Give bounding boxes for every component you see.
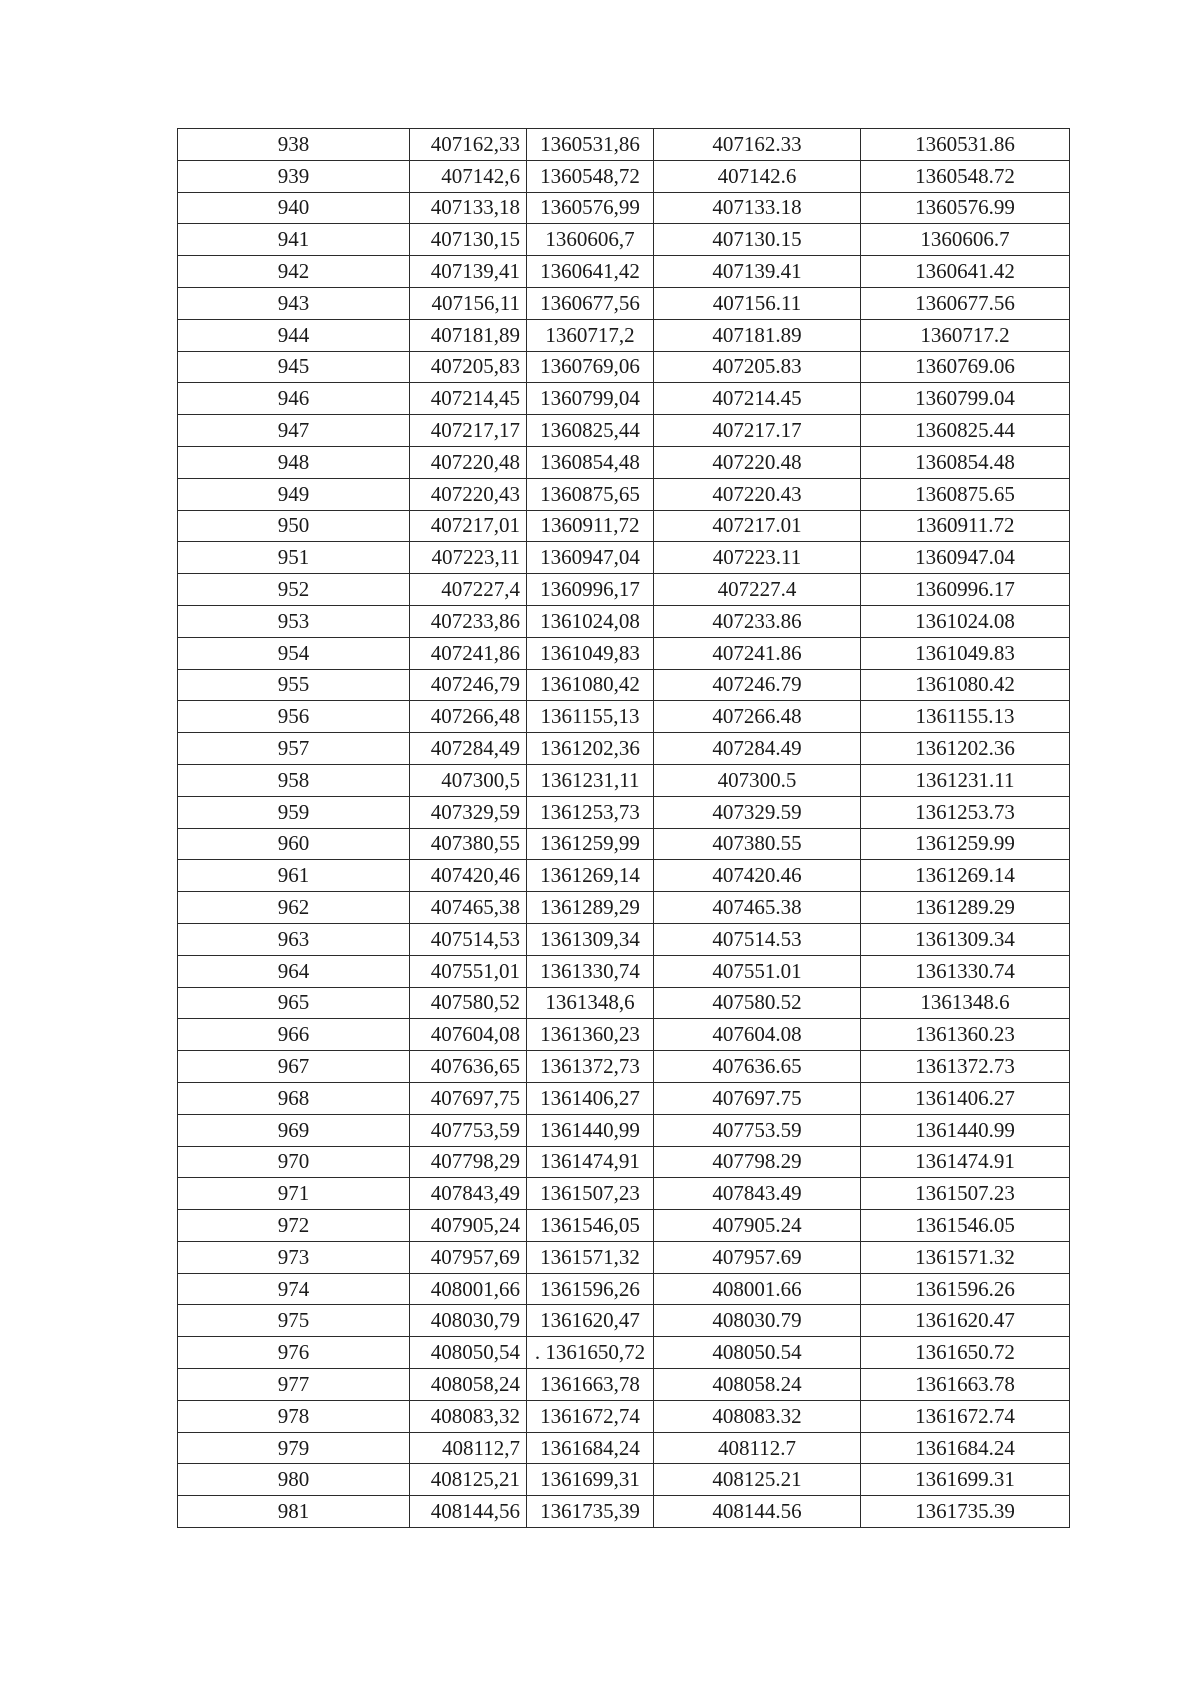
- y-dot-cell: 1361735.39: [861, 1496, 1070, 1528]
- y-comma-cell: 1361253,73: [527, 796, 654, 828]
- point-number-cell: 973: [178, 1241, 410, 1273]
- y-comma-cell: 1360677,56: [527, 287, 654, 319]
- point-number-cell: 954: [178, 637, 410, 669]
- point-number-cell: 962: [178, 892, 410, 924]
- x-comma-cell: 407329,59: [410, 796, 527, 828]
- x-comma-cell: 408030,79: [410, 1305, 527, 1337]
- point-number-cell: 959: [178, 796, 410, 828]
- table-row: [178, 605, 1070, 637]
- x-comma-cell: 407156,11: [410, 287, 527, 319]
- table-row: [178, 224, 1070, 256]
- y-dot-cell: 1361330.74: [861, 955, 1070, 987]
- y-dot-cell: 1361672.74: [861, 1400, 1070, 1432]
- x-dot-cell: 407217.01: [654, 510, 861, 542]
- y-comma-cell: 1361406,27: [527, 1082, 654, 1114]
- y-comma-cell: 1361474,91: [527, 1146, 654, 1178]
- y-dot-cell: 1361546.05: [861, 1210, 1070, 1242]
- y-comma-cell: 1360875,65: [527, 478, 654, 510]
- point-number-cell: 978: [178, 1400, 410, 1432]
- point-number-cell: 977: [178, 1369, 410, 1401]
- point-number-cell: 941: [178, 224, 410, 256]
- y-comma-cell: 1361155,13: [527, 701, 654, 733]
- y-dot-cell: 1361080.42: [861, 669, 1070, 701]
- x-dot-cell: 407329.59: [654, 796, 861, 828]
- y-comma-cell: 1361202,36: [527, 733, 654, 765]
- x-comma-cell: 407266,48: [410, 701, 527, 733]
- y-dot-cell: 1361699.31: [861, 1464, 1070, 1496]
- y-comma-cell: 1361620,47: [527, 1305, 654, 1337]
- x-dot-cell: 407133.18: [654, 192, 861, 224]
- y-dot-cell: 1360947.04: [861, 542, 1070, 574]
- x-dot-cell: 407266.48: [654, 701, 861, 733]
- x-comma-cell: 407798,29: [410, 1146, 527, 1178]
- y-dot-cell: 1361440.99: [861, 1114, 1070, 1146]
- table-row: [178, 955, 1070, 987]
- point-number-cell: 952: [178, 574, 410, 606]
- x-dot-cell: 408030.79: [654, 1305, 861, 1337]
- y-dot-cell: 1361663.78: [861, 1369, 1070, 1401]
- y-comma-cell: 1361360,23: [527, 1019, 654, 1051]
- x-comma-cell: 407142,6: [410, 160, 527, 192]
- x-comma-cell: 407217,17: [410, 415, 527, 447]
- x-comma-cell: 407300,5: [410, 764, 527, 796]
- table-row: [178, 923, 1070, 955]
- x-comma-cell: 407284,49: [410, 733, 527, 765]
- y-comma-cell: 1361309,34: [527, 923, 654, 955]
- x-comma-cell: 407223,11: [410, 542, 527, 574]
- y-dot-cell: 1361650.72: [861, 1337, 1070, 1369]
- y-comma-cell: 1361049,83: [527, 637, 654, 669]
- x-dot-cell: 407214.45: [654, 383, 861, 415]
- y-dot-cell: 1361024.08: [861, 605, 1070, 637]
- y-dot-cell: 1361620.47: [861, 1305, 1070, 1337]
- y-comma-cell: 1360769,06: [527, 351, 654, 383]
- table-row: [178, 828, 1070, 860]
- y-dot-cell: 1361309.34: [861, 923, 1070, 955]
- x-comma-cell: 407233,86: [410, 605, 527, 637]
- point-number-cell: 960: [178, 828, 410, 860]
- y-comma-cell: 1361330,74: [527, 955, 654, 987]
- y-comma-cell: 1360641,42: [527, 256, 654, 288]
- point-number-cell: 956: [178, 701, 410, 733]
- x-dot-cell: 408001.66: [654, 1273, 861, 1305]
- y-dot-cell: 1361253.73: [861, 796, 1070, 828]
- table-row: [178, 1337, 1070, 1369]
- x-dot-cell: 407130.15: [654, 224, 861, 256]
- table-row: [178, 510, 1070, 542]
- x-dot-cell: 407300.5: [654, 764, 861, 796]
- y-comma-cell: 1360717,2: [527, 319, 654, 351]
- y-dot-cell: 1360825.44: [861, 415, 1070, 447]
- point-number-cell: 944: [178, 319, 410, 351]
- x-comma-cell: 407514,53: [410, 923, 527, 955]
- x-comma-cell: 407753,59: [410, 1114, 527, 1146]
- y-dot-cell: 1360531.86: [861, 129, 1070, 161]
- point-number-cell: 951: [178, 542, 410, 574]
- y-dot-cell: 1361596.26: [861, 1273, 1070, 1305]
- x-dot-cell: 407465.38: [654, 892, 861, 924]
- y-comma-cell: 1360576,99: [527, 192, 654, 224]
- y-dot-cell: 1360854.48: [861, 446, 1070, 478]
- x-comma-cell: 407551,01: [410, 955, 527, 987]
- x-comma-cell: 407130,15: [410, 224, 527, 256]
- table-row: [178, 256, 1070, 288]
- y-dot-cell: 1361231.11: [861, 764, 1070, 796]
- table-row: [178, 796, 1070, 828]
- x-dot-cell: 408144.56: [654, 1496, 861, 1528]
- y-dot-cell: 1360641.42: [861, 256, 1070, 288]
- table-row: [178, 542, 1070, 574]
- x-comma-cell: 407580,52: [410, 987, 527, 1019]
- point-number-cell: 970: [178, 1146, 410, 1178]
- x-comma-cell: 408144,56: [410, 1496, 527, 1528]
- table-row: [178, 1210, 1070, 1242]
- x-comma-cell: 408001,66: [410, 1273, 527, 1305]
- y-dot-cell: 1361571.32: [861, 1241, 1070, 1273]
- y-dot-cell: 1361155.13: [861, 701, 1070, 733]
- point-number-cell: 942: [178, 256, 410, 288]
- x-comma-cell: 407214,45: [410, 383, 527, 415]
- y-dot-cell: 1361269.14: [861, 860, 1070, 892]
- point-number-cell: 949: [178, 478, 410, 510]
- table-row: [178, 1178, 1070, 1210]
- x-dot-cell: 407241.86: [654, 637, 861, 669]
- table-row: [178, 1082, 1070, 1114]
- x-comma-cell: 407465,38: [410, 892, 527, 924]
- y-comma-cell: . 1361650,72: [527, 1337, 654, 1369]
- table-row: [178, 1273, 1070, 1305]
- x-dot-cell: 407233.86: [654, 605, 861, 637]
- table-row: [178, 478, 1070, 510]
- y-dot-cell: 1361289.29: [861, 892, 1070, 924]
- x-comma-cell: 407227,4: [410, 574, 527, 606]
- point-number-cell: 981: [178, 1496, 410, 1528]
- y-comma-cell: 1360947,04: [527, 542, 654, 574]
- x-comma-cell: 407205,83: [410, 351, 527, 383]
- table-row: [178, 160, 1070, 192]
- table-row: [178, 351, 1070, 383]
- x-dot-cell: 407205.83: [654, 351, 861, 383]
- y-comma-cell: 1361372,73: [527, 1051, 654, 1083]
- x-dot-cell: 407220.48: [654, 446, 861, 478]
- point-number-cell: 953: [178, 605, 410, 637]
- y-dot-cell: 1361507.23: [861, 1178, 1070, 1210]
- point-number-cell: 976: [178, 1337, 410, 1369]
- x-dot-cell: 407156.11: [654, 287, 861, 319]
- point-number-cell: 955: [178, 669, 410, 701]
- point-number-cell: 963: [178, 923, 410, 955]
- y-comma-cell: 1361684,24: [527, 1432, 654, 1464]
- x-comma-cell: 407220,43: [410, 478, 527, 510]
- y-comma-cell: 1361699,31: [527, 1464, 654, 1496]
- point-number-cell: 946: [178, 383, 410, 415]
- y-comma-cell: 1360531,86: [527, 129, 654, 161]
- x-comma-cell: 408058,24: [410, 1369, 527, 1401]
- y-comma-cell: 1360854,48: [527, 446, 654, 478]
- x-comma-cell: 407604,08: [410, 1019, 527, 1051]
- point-number-cell: 979: [178, 1432, 410, 1464]
- y-comma-cell: 1361663,78: [527, 1369, 654, 1401]
- x-dot-cell: 407220.43: [654, 478, 861, 510]
- y-dot-cell: 1360576.99: [861, 192, 1070, 224]
- x-comma-cell: 407139,41: [410, 256, 527, 288]
- table-row: [178, 764, 1070, 796]
- y-comma-cell: 1360548,72: [527, 160, 654, 192]
- y-comma-cell: 1361348,6: [527, 987, 654, 1019]
- table-row: [178, 733, 1070, 765]
- table-row: [178, 1051, 1070, 1083]
- x-dot-cell: 407753.59: [654, 1114, 861, 1146]
- y-dot-cell: 1360717.2: [861, 319, 1070, 351]
- y-comma-cell: 1361672,74: [527, 1400, 654, 1432]
- point-number-cell: 940: [178, 192, 410, 224]
- x-dot-cell: 407223.11: [654, 542, 861, 574]
- x-comma-cell: 407246,79: [410, 669, 527, 701]
- x-dot-cell: 407514.53: [654, 923, 861, 955]
- point-number-cell: 958: [178, 764, 410, 796]
- x-dot-cell: 407551.01: [654, 955, 861, 987]
- x-dot-cell: 407420.46: [654, 860, 861, 892]
- table-row: [178, 1464, 1070, 1496]
- point-number-cell: 975: [178, 1305, 410, 1337]
- x-dot-cell: 408083.32: [654, 1400, 861, 1432]
- point-number-cell: 950: [178, 510, 410, 542]
- x-dot-cell: 407380.55: [654, 828, 861, 860]
- table-row: [178, 1241, 1070, 1273]
- y-comma-cell: 1361080,42: [527, 669, 654, 701]
- x-comma-cell: 407181,89: [410, 319, 527, 351]
- y-comma-cell: 1361269,14: [527, 860, 654, 892]
- x-dot-cell: 408058.24: [654, 1369, 861, 1401]
- x-comma-cell: 408125,21: [410, 1464, 527, 1496]
- point-number-cell: 966: [178, 1019, 410, 1051]
- y-comma-cell: 1361571,32: [527, 1241, 654, 1273]
- point-number-cell: 948: [178, 446, 410, 478]
- y-comma-cell: 1361546,05: [527, 1210, 654, 1242]
- x-dot-cell: 407162.33: [654, 129, 861, 161]
- y-comma-cell: 1361507,23: [527, 1178, 654, 1210]
- table-row: [178, 1146, 1070, 1178]
- y-dot-cell: 1360996.17: [861, 574, 1070, 606]
- x-dot-cell: 407246.79: [654, 669, 861, 701]
- y-dot-cell: 1360606.7: [861, 224, 1070, 256]
- x-comma-cell: 407380,55: [410, 828, 527, 860]
- table-row: [178, 1496, 1070, 1528]
- point-number-cell: 938: [178, 129, 410, 161]
- table-row: [178, 1432, 1070, 1464]
- point-number-cell: 961: [178, 860, 410, 892]
- x-dot-cell: 407139.41: [654, 256, 861, 288]
- y-dot-cell: 1361474.91: [861, 1146, 1070, 1178]
- table-row: [178, 1305, 1070, 1337]
- y-dot-cell: 1360548.72: [861, 160, 1070, 192]
- x-dot-cell: 408125.21: [654, 1464, 861, 1496]
- table-row: [178, 637, 1070, 669]
- x-comma-cell: 407957,69: [410, 1241, 527, 1273]
- x-dot-cell: 408050.54: [654, 1337, 861, 1369]
- y-comma-cell: 1360911,72: [527, 510, 654, 542]
- point-number-cell: 945: [178, 351, 410, 383]
- x-dot-cell: 407843.49: [654, 1178, 861, 1210]
- point-number-cell: 957: [178, 733, 410, 765]
- x-dot-cell: 407905.24: [654, 1210, 861, 1242]
- x-dot-cell: 407227.4: [654, 574, 861, 606]
- table-row: [178, 701, 1070, 733]
- x-comma-cell: 407241,86: [410, 637, 527, 669]
- table-row: [178, 669, 1070, 701]
- y-dot-cell: 1361406.27: [861, 1082, 1070, 1114]
- y-dot-cell: 1361372.73: [861, 1051, 1070, 1083]
- coordinates-table-body: [178, 129, 1070, 1528]
- point-number-cell: 967: [178, 1051, 410, 1083]
- y-dot-cell: 1361049.83: [861, 637, 1070, 669]
- y-dot-cell: 1361360.23: [861, 1019, 1070, 1051]
- y-comma-cell: 1361259,99: [527, 828, 654, 860]
- y-comma-cell: 1361440,99: [527, 1114, 654, 1146]
- table-row: [178, 383, 1070, 415]
- x-comma-cell: 408112,7: [410, 1432, 527, 1464]
- y-dot-cell: 1361348.6: [861, 987, 1070, 1019]
- y-comma-cell: 1361231,11: [527, 764, 654, 796]
- x-dot-cell: 407604.08: [654, 1019, 861, 1051]
- y-comma-cell: 1361596,26: [527, 1273, 654, 1305]
- x-dot-cell: 407798.29: [654, 1146, 861, 1178]
- point-number-cell: 947: [178, 415, 410, 447]
- y-comma-cell: 1361024,08: [527, 605, 654, 637]
- x-dot-cell: 407697.75: [654, 1082, 861, 1114]
- y-comma-cell: 1361735,39: [527, 1496, 654, 1528]
- point-number-cell: 939: [178, 160, 410, 192]
- y-comma-cell: 1360606,7: [527, 224, 654, 256]
- table-row: [178, 415, 1070, 447]
- table-row: [178, 1369, 1070, 1401]
- table-row: [178, 574, 1070, 606]
- y-comma-cell: 1360799,04: [527, 383, 654, 415]
- x-comma-cell: 408050,54: [410, 1337, 527, 1369]
- y-dot-cell: 1361202.36: [861, 733, 1070, 765]
- table-row: [178, 192, 1070, 224]
- x-comma-cell: 408083,32: [410, 1400, 527, 1432]
- y-dot-cell: 1361259.99: [861, 828, 1070, 860]
- x-dot-cell: 407636.65: [654, 1051, 861, 1083]
- table-row: [178, 860, 1070, 892]
- point-number-cell: 969: [178, 1114, 410, 1146]
- x-dot-cell: 407217.17: [654, 415, 861, 447]
- x-dot-cell: 407142.6: [654, 160, 861, 192]
- y-dot-cell: 1361684.24: [861, 1432, 1070, 1464]
- x-dot-cell: 407284.49: [654, 733, 861, 765]
- point-number-cell: 943: [178, 287, 410, 319]
- point-number-cell: 971: [178, 1178, 410, 1210]
- x-comma-cell: 407220,48: [410, 446, 527, 478]
- table-row: [178, 1019, 1070, 1051]
- x-comma-cell: 407217,01: [410, 510, 527, 542]
- table-row: [178, 446, 1070, 478]
- x-comma-cell: 407697,75: [410, 1082, 527, 1114]
- x-comma-cell: 407636,65: [410, 1051, 527, 1083]
- x-comma-cell: 407843,49: [410, 1178, 527, 1210]
- table-row: [178, 987, 1070, 1019]
- y-dot-cell: 1360769.06: [861, 351, 1070, 383]
- coordinates-table: [177, 128, 1070, 1528]
- table-row: [178, 1400, 1070, 1432]
- y-dot-cell: 1360799.04: [861, 383, 1070, 415]
- x-dot-cell: 407580.52: [654, 987, 861, 1019]
- table-row: [178, 287, 1070, 319]
- y-comma-cell: 1360825,44: [527, 415, 654, 447]
- x-comma-cell: 407162,33: [410, 129, 527, 161]
- x-dot-cell: 408112.7: [654, 1432, 861, 1464]
- y-comma-cell: 1361289,29: [527, 892, 654, 924]
- y-dot-cell: 1360911.72: [861, 510, 1070, 542]
- x-comma-cell: 407133,18: [410, 192, 527, 224]
- point-number-cell: 980: [178, 1464, 410, 1496]
- table-row: [178, 1114, 1070, 1146]
- point-number-cell: 974: [178, 1273, 410, 1305]
- point-number-cell: 965: [178, 987, 410, 1019]
- table-row: [178, 319, 1070, 351]
- y-dot-cell: 1360875.65: [861, 478, 1070, 510]
- y-dot-cell: 1360677.56: [861, 287, 1070, 319]
- table-row: [178, 892, 1070, 924]
- point-number-cell: 972: [178, 1210, 410, 1242]
- x-dot-cell: 407957.69: [654, 1241, 861, 1273]
- point-number-cell: 964: [178, 955, 410, 987]
- point-number-cell: 968: [178, 1082, 410, 1114]
- x-dot-cell: 407181.89: [654, 319, 861, 351]
- table-row: [178, 129, 1070, 161]
- x-comma-cell: 407420,46: [410, 860, 527, 892]
- y-comma-cell: 1360996,17: [527, 574, 654, 606]
- x-comma-cell: 407905,24: [410, 1210, 527, 1242]
